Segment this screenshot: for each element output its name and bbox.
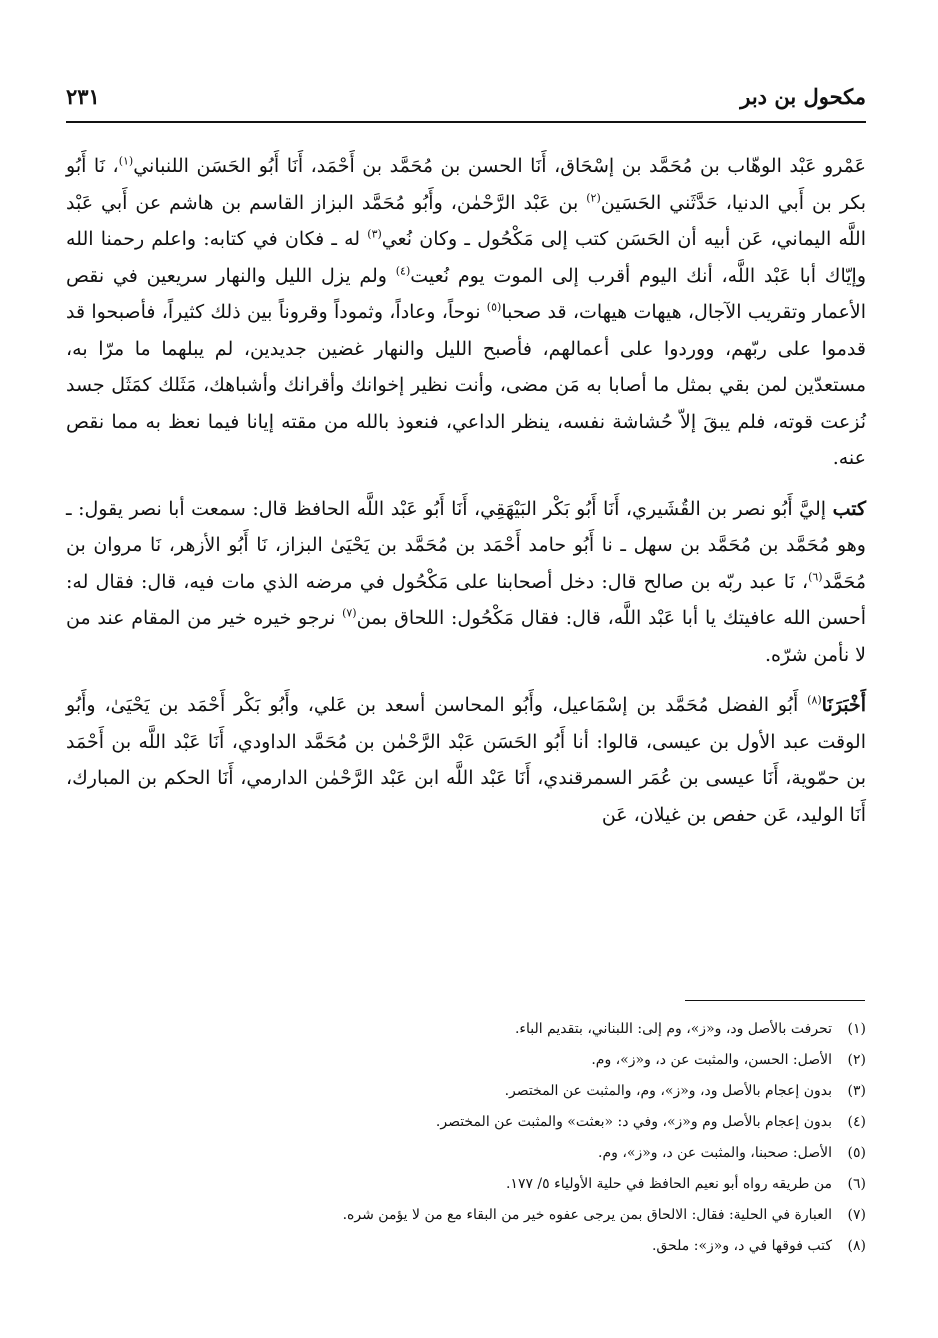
running-header (66, 78, 866, 118)
paragraph (66, 687, 866, 833)
footnote (66, 1200, 866, 1231)
text-run: أَبُو الفضل مُحَمَّد بن إسْمَاعيل، وأَبُو المحاسن أسعد بن عَلي، وأَبُو بَكْر أَحْمَد بن يَحْيَىٰ، وأَبُو الوقت عبد الأول بن عيسى، قالوا: أنا أَبُو الحَسَن عَبْد الرَّحْمٰن بن مُحَمَّد الداودي، أَنَا عَبْد اللَّه بن أَحْمَد بن حمّوية، أَنَا عيسى بن عُمَر السمرقندي، أَنَا عَبْد اللَّه ابن عَبْد الرَّحْمٰن الدارمي، أَنَا الحكم بن المبارك، أَنَا الوليد، عَن حفص بن غيلان، عَن (66, 694, 866, 826)
text-run: بن عَبْد الرَّحْمٰن، وأَبُو مُحَمَّد البزاز القاسم بن هاشم عن أَبي عَبْد اللَّه اليماني، عَن أبيه أن الحَسَن كتب إلى مَكْحُول ـ وكان نُعي (66, 191, 866, 250)
footnote-marker: (٤) (395, 264, 411, 278)
footnote (66, 1014, 866, 1045)
footnote (66, 1138, 866, 1169)
paragraph-lead: أَخْبَرَنَا (821, 694, 866, 716)
footnote-text: بدون إعجام بالأصل وم و«ز»، وفي د: «بعثت» والمثبت عن المختصر. (435, 1114, 832, 1130)
footnote (66, 1231, 866, 1262)
page-number: ٢٣١ (66, 84, 100, 109)
footnote-marker: (٦) (808, 570, 823, 584)
text-run: له ـ فكان في كتابه: واعلم رحمنا الله وإيّاك أبا عَبْد اللَّه، أنك اليوم أقرب إلى الموت يوم نُعيت (66, 228, 866, 287)
text-run: ، نَا عبد ربّه بن صالح قال: دخل أصحابنا على مَكْحُول في مرضه الذي مات فيه، قال: فقال له: أحسن الله عافيتك يا أبا عَبْد اللَّه، قال: فقال مَكْحُول: اللحاق بمن (66, 570, 866, 629)
text-run: عَمْرو عَبْد الوهّاب بن مُحَمَّد بن إسْحَاق، أَنَا الحسن بن مُحَمَّد بن أَحْمَد، أَنَا أَبُو الحَسَن اللنباني (133, 155, 867, 177)
footnote-number: (١) (847, 1021, 866, 1037)
paragraph (66, 148, 866, 477)
text-run: ، نَا أَبُو بكر بن أَبي الدنيا، حَدَّثَني الحَسَين (66, 155, 867, 214)
footnote-number: (٧) (847, 1207, 866, 1223)
running-title: مكحول بن دبر (740, 84, 866, 109)
footnote-marker: (٢) (586, 191, 601, 205)
header-rule (66, 121, 866, 123)
footnote-marker: (٥) (486, 300, 502, 314)
footnote-text: بدون إعجام بالأصل ود، و«ز»، وم، والمثبت عن المختصر. (504, 1083, 832, 1099)
text-run: ولم يزل الليل والنهار سريعين في نقص الأعمار وتقريب الآجال، هيهات هيهات، قد صحبا (66, 264, 866, 323)
footnote-marker: (٨) (807, 693, 822, 707)
footnote (66, 1045, 866, 1076)
footnote-number: (٦) (847, 1176, 866, 1192)
footnote-number: (٢) (847, 1052, 866, 1068)
footnote-marker: (١) (118, 154, 134, 168)
footnote-number: (٨) (847, 1238, 866, 1254)
footnote-marker: (٣) (367, 227, 382, 241)
paragraph (66, 491, 866, 674)
text-run: نرجو خيره خير من المقام عند من لا نأمن شرّه. (66, 607, 866, 666)
footnote-number: (٤) (847, 1114, 866, 1130)
footnote-text: الأصل: الحسن، والمثبت عن د، و«ز»، وم. (591, 1052, 832, 1068)
footnote-text: من طريقه رواه أبو نعيم الحافظ في حلية الأولياء ٥/ ١٧٧. (505, 1176, 832, 1192)
footnote (66, 1076, 866, 1107)
footnote-text: كتب فوقها في د، و«ز»: ملحق. (651, 1238, 832, 1254)
text-run: إليَّ أَبُو نصر بن القُشَيري، أَنَا أَبُو بَكْر البَيْهَقِي، أَنَا أَبُو عَبْد اللَّه الحافظ قال: سمعت أبا نصر يقول: ـ وهو مُحَمَّد بن مُحَمَّد بن سهل ـ نا أَبُو حامد أَحْمَد بن مُحَمَّد بن يَحْيَىٰ البزاز، نَا أَبُو الأزهر، نَا مروان بن مُحَمَّد (66, 497, 866, 593)
footnote (66, 1169, 866, 1200)
footnotes (66, 1014, 866, 1262)
footnote-marker: (٧) (342, 606, 357, 620)
footnote-number: (٥) (847, 1145, 866, 1161)
main-text (66, 148, 866, 833)
footnote-text: الأصل: صحبنا، والمثبت عن د، و«ز»، وم. (598, 1145, 832, 1161)
footnote-rule (685, 1000, 865, 1001)
footnote (66, 1107, 866, 1138)
text-run: نوحاً، وعاداً، وثموداً وقروناً بين ذلك كثيراً، فأصبحوا قد قدموا على ربّهم، ووردوا على أعمالهم، فأصبح الليل والنهار غضين جديدين، لم يبلهما ما مرّا به، مستعدّين لمن بقي بمثل ما أصابا به مَن مضى، وأنت نظير إخوانك وأقرانك وأشباهك، مَثَلك كمَثَل جسد نُزعت قوته، فلم يبقَ إلاّ حُشاشة نفسه، ينظر الداعي، فنعوذ بالله من مقته إيانا فيما نعظ به مما نقص عنه. (66, 301, 866, 469)
footnote-number: (٣) (847, 1083, 866, 1099)
footnote-text: تحرفت بالأصل ود، و«ز»، وم إلى: اللبناني، بتقديم الباء. (514, 1021, 832, 1037)
footnote-text: العبارة في الحلية: فقال: الالحاق بمن يرجى عفوه خير من البقاء مع من لا يؤمن شره. (342, 1207, 832, 1223)
paragraph-lead: كتب (832, 497, 866, 520)
